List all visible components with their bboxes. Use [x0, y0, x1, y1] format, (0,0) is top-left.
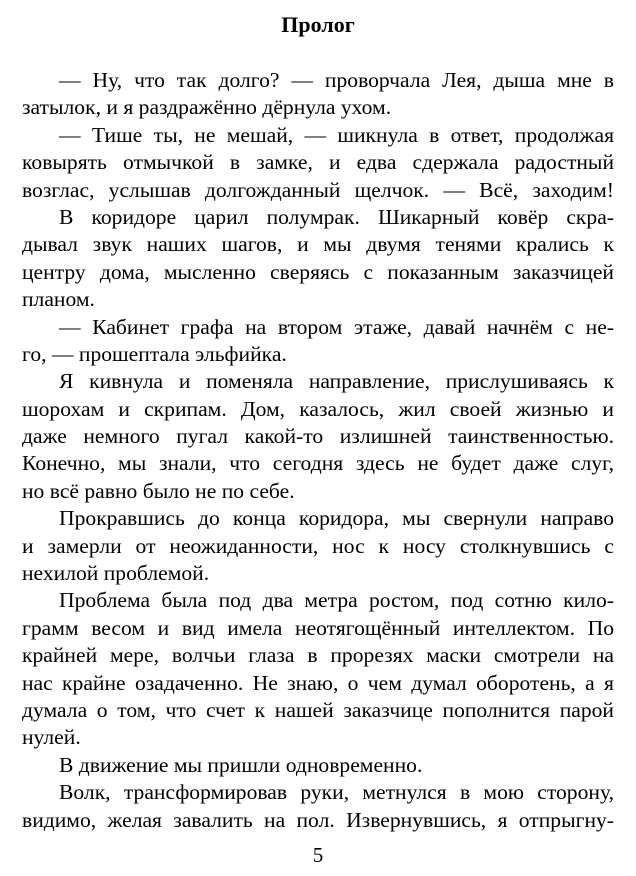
- text-line: В коридоре царил полумрак. Шикарный ковёр скра-: [59, 204, 614, 229]
- text-line: затылок, и я раздражённо дёрнула ухом.: [22, 95, 392, 120]
- text-line: ковырять отмычкой в замке, и едва сдержала радостный: [22, 150, 614, 175]
- text-line: центру дома, мысленно сверяясь с показанным заказчицей: [22, 259, 614, 284]
- text-line: шорохам и скрипам. Дом, казалось, жил своей жизнью и: [22, 396, 614, 421]
- text-line: нехилой проблемой.: [22, 561, 210, 586]
- text-line: грамм весом и вид имела неотягощённый интеллектом. По: [22, 615, 614, 640]
- text-line: — Ну, что так долго? — проворчала Лея, дыша мне в: [59, 68, 614, 92]
- text-line: Я кивнула и поменяла направление, прислушиваясь к: [59, 369, 614, 394]
- text-line: В движение мы пришли одновременно.: [59, 752, 423, 777]
- text-line: го, — прошептала эльфийка.: [22, 341, 287, 366]
- text-line: — Кабинет графа на втором этаже, давай начнём с не-: [59, 314, 614, 339]
- text-line: даже немного пугал какой-то излишней таинственностью.: [22, 424, 614, 449]
- text-line: но всё равно было не по себе.: [22, 478, 295, 503]
- text-line: Конечно, мы знали, что сегодня здесь не будет даже слуг,: [22, 451, 614, 476]
- text-line: — Тише ты, не мешай, — шикнула в ответ, продолжая: [59, 122, 614, 147]
- text-line: дывал звук наших шагов, и мы двумя тенями крались к: [22, 232, 614, 257]
- text-line: думала о том, что счет к нашей заказчице пополнится парой: [22, 697, 614, 722]
- text-line: Прокравшись до конца коридора, мы свернули направо: [59, 506, 614, 531]
- text-line: нулей.: [22, 725, 81, 750]
- text-line: планом.: [22, 287, 95, 312]
- text-line: крайней мере, волчьи глаза в прорезях маски смотрели на: [22, 643, 614, 668]
- page-body-text: [22, 67, 614, 834]
- chapter-title: Пролог: [281, 12, 355, 37]
- text-line: и замерли от неожиданности, нос к носу столкнувшись с: [22, 533, 614, 558]
- page-number: 5: [312, 843, 324, 867]
- text-line: видимо, желая завалить на пол. Извернувшись, я отпрыгну-: [22, 807, 614, 832]
- text-line: Волк, трансформировав руки, метнулся в мою сторону,: [59, 780, 614, 805]
- text-line: Проблема была под два метра ростом, под сотню кило-: [59, 588, 614, 613]
- text-line: нас крайне озадаченно. Не знаю, о чем думал оборотень, а я: [22, 670, 614, 695]
- text-line: возглас, услышав долгожданный щелчок. — Всё, заходим!: [22, 177, 614, 202]
